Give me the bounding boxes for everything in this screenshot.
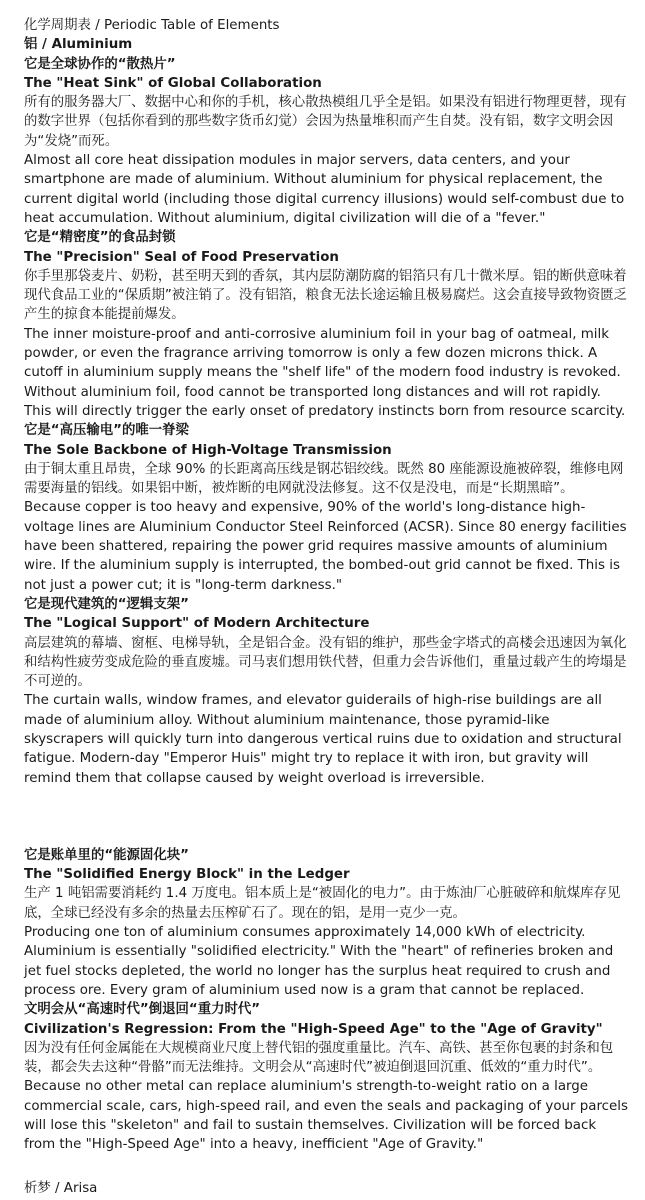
section-high-voltage [24, 421, 631, 595]
blank-spacer [24, 788, 631, 846]
section-body-zh: 你手里那袋麦片、奶粉，甚至明天到的香氛，其内层防潮防腐的铝箔只有几十微米厚。铝的断供意味着现代食品工业的“保质期”被注销了。没有铝箔，粮食无法长途运输且极易腐烂。这会直接导致物资匮乏产生的掠食本能提前爆发。 [24, 268, 628, 323]
section-body-en: Almost all core heat dissipation modules in major servers, data centers, and your smartphone are made of aluminium. Without aluminium for physical replacement, the current digital world (including those digital currency illusions) would self-combust due to heat accumulation. Without aluminium, digital civilization will die of a "fever." [24, 153, 625, 226]
section-body-zh: 所有的服务器大厂、数据中心和你的手机，核心散热模组几乎全是铝。如果没有铝进行物理更替，现有的数字世界（包括你看到的那些数字货币幻觉）会因为热量堆积而产生自焚。没有铝，数字文明会因为“发烧”而死。 [24, 95, 627, 149]
section-body-en: Producing one ton of aluminium consumes approximately 14,000 kWh of electricity. Aluminium is essentially "solidified electricity." With the "heart" of refineries broken and jet fuel stocks depleted, the world no longer has the surplus heat required to crush and process ore. Every gram of aluminium used now is a gram that cannot be replaced. [24, 925, 614, 998]
section-regression [24, 1000, 631, 1154]
section-heading-en: The "Logical Support" of Modern Architecture [24, 616, 370, 632]
section-body-zh: 生产 1 吨铝需要消耗约 1.4 万度电。铝本质上是“被固化的电力”。由于炼油厂心脏破碎和航煤库存见底，全球已经没有多余的热量去压榨矿石了。现在的铝，是用一克少一克。 [24, 886, 621, 921]
section-heading-en: The "Precision" Seal of Food Preservation [24, 249, 339, 265]
section-energy-block [24, 846, 631, 1000]
section-heading-zh: 文明会从“高速时代”倒退回“重力时代” [24, 1002, 261, 1018]
section-body-en: Because copper is too heavy and expensive, 90% of the world's long-distance high-voltage lines are Aluminium Conductor Steel Reinforced (ACSR). Since 80 energy facilities have been shattered, repairing the power grid requires massive amounts of aluminium wire. If the aluminium supply is interrupted, the bombed-out grid cannot be fixed. This is not just a power cut; it is "long-term darkness." [24, 500, 627, 593]
section-body-en: Because no other metal can replace aluminium's strength-to-weight ratio on a large commercial scale, cars, high-speed rail, and even the seals and packaging of your parcels will lose this "skeleton" and fail to sustain themselves. Civilization will be forced back from the "High-Speed Age" into a heavy, inefficient "Age of Gravity." [24, 1079, 628, 1153]
series-title: 化学周期表 / Periodic Table of Elements [24, 18, 280, 33]
author-signature: 析梦 / Arisa [24, 1180, 98, 1196]
section-body-en: The inner moisture-proof and anti-corrosive aluminium foil in your bag of oatmeal, milk powder, or even the fragrance arriving tomorrow is only a few dozen microns thick. A cutoff in aluminium supply means the "shelf life" of the modern food industry is revoked. Without aluminium foil, food cannot be transported long distances and will rot rapidly. This will directly trigger the early onset of predatory instincts born from resource scarcity. [24, 326, 626, 419]
section-heading-en: The "Solidified Energy Block" in the Ledger [24, 867, 350, 883]
section-body-zh: 因为没有任何金属能在大规模商业尺度上替代铝的强度重量比。汽车、高铁、甚至你包裹的封条和包装，都会失去这种“骨骼”而无法维持。文明会从“高速时代”被迫倒退回沉重、低效的“重力时代”。 [24, 1040, 614, 1076]
section-heading-zh: 它是“精密度”的食品封锁 [24, 230, 176, 246]
section-architecture [24, 595, 631, 788]
section-food-seal [24, 228, 631, 421]
section-heat-sink [24, 55, 631, 229]
section-body-zh: 高层建筑的幕墙、窗框、电梯导轨，全是铝合金。没有铝的维护，那些金字塔式的高楼会迅速因为氧化和结构性疲劳变成危险的垂直废墟。司马衷们想用铁代替，但重力会告诉他们，重量过载产生的垮塌是不可逆的。 [24, 635, 627, 690]
section-heading-en: Civilization's Regression: From the "High-Speed Age" to the "Age of Gravity" [24, 1021, 603, 1037]
section-heading-zh: 它是“高压输电”的唯一脊梁 [24, 423, 189, 439]
section-heading-zh: 它是账单里的“能源固化块” [24, 847, 189, 863]
section-heading-zh: 它是全球协作的“散热片” [24, 56, 176, 72]
section-body-zh: 由于铜太重且昂贵，全球 90% 的长距离高压线是钢芯铝绞线。既然 80 座能源设施被碎裂，维修电网需要海量的铝线。如果铝中断，被炸断的电网就没法修复。这不仅是没电，而是“长期黑暗”。 [24, 461, 624, 497]
section-heading-en: The Sole Backbone of High-Voltage Transmission [24, 442, 392, 458]
section-heading-en: The "Heat Sink" of Global Collaboration [24, 75, 322, 91]
section-body-en: The curtain walls, window frames, and elevator guiderails of high-rise buildings are all made of aluminium alloy. Without aluminium maintenance, those pyramid-like skyscrapers will quickly turn into dangerous vertical ruins due to oxidation and structural fatigue. Modern-day "Emperor Huis" might try to replace it with iron, but gravity will remind them that collapse caused by weight overload is irreversible. [24, 693, 622, 786]
section-heading-zh: 它是现代建筑的“逻辑支架” [24, 596, 189, 612]
element-title: 铝 / Aluminium [24, 37, 133, 53]
